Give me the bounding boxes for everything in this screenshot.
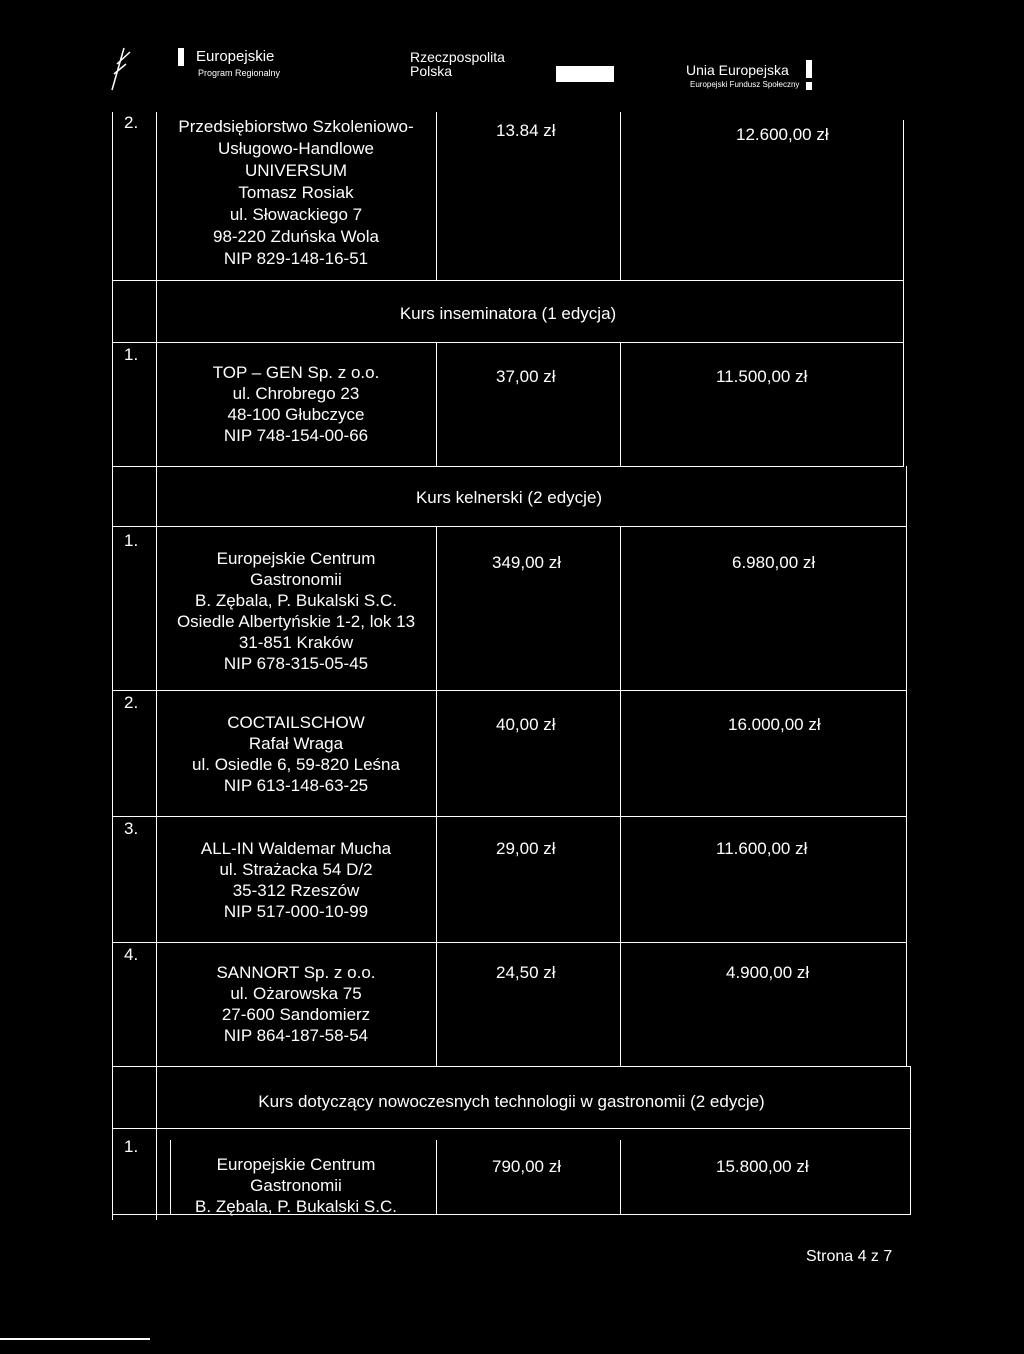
company-line: Usługowo-Handlowe [218,139,374,158]
unit-price: 790,00 zł [492,1157,561,1176]
section-title: Kurs inseminatora (1 edycja) [399,304,617,323]
bar-icon [178,48,184,66]
unit-price: 29,00 zł [496,839,556,858]
section-title: Kurs dotyczący nowoczesnych technologii w gastronomii (2 edycje) [258,1092,765,1111]
company-line: Tomasz Rosiak [238,183,354,202]
logo-efs: Europejski Fundusz Społeczny [690,80,800,89]
company-block [156,1154,436,1217]
company-line: ALL-IN Waldemar Mucha [200,839,392,858]
total-price: 4.900,00 zł [726,963,810,982]
company-line: B. Zębala, P. Bukalski S.C. [195,1197,397,1216]
company-line: 98-220 Zduńska Wola [212,227,379,246]
company-line: Przedsiębiorstwo Szkoleniowo- [178,117,414,136]
company-line: 31-851 Kraków [238,633,354,652]
company-block [156,362,436,446]
row-number: 4. [124,945,139,964]
row-number: 2. [124,113,139,132]
row-number: 1. [124,531,139,550]
unit-price: 13.84 zł [496,121,556,140]
logo-polska: Polska [410,63,453,79]
logo-unia-europejska: Unia Europejska [686,62,789,78]
company-line: ul. Osiedle 6, 59-820 Leśna [192,755,400,774]
company-line: NIP 517-000-10-99 [223,902,369,921]
unit-price: 349,00 zł [492,553,561,572]
company-block [156,838,436,922]
company-line: SANNORT Sp. z o.o. [216,963,376,982]
company-block [156,962,436,1046]
company-line: ul. Ożarowska 75 [230,984,362,1003]
row-number: 3. [124,819,139,838]
total-price: 11.600,00 zł [716,839,808,858]
company-line: NIP 748-154-00-66 [223,426,369,445]
flag-logo-icon [108,44,132,92]
company-line: Europejskie Centrum [216,1155,376,1174]
company-line: UNIVERSUM [244,161,347,180]
company-line: 27-600 Sandomierz [221,1005,371,1024]
company-line: 48-100 Głubczyce [227,405,365,424]
company-line: NIP 678-315-05-45 [223,654,369,673]
footer-rule [0,1338,150,1340]
company-block [156,116,436,270]
company-line: NIP 829-148-16-51 [223,249,369,268]
total-price: 12.600,00 zł [736,125,829,144]
company-line: ul. Słowackiego 7 [229,205,363,224]
row-number: 2. [124,693,139,712]
flag-icon [556,66,614,82]
section-title: Kurs kelnerski (2 edycje) [415,488,603,507]
unit-price: 40,00 zł [496,715,556,734]
company-line: NIP 613-148-63-25 [223,776,369,795]
company-line: Europejskie Centrum [216,549,376,568]
row-number: 1. [124,1137,139,1156]
company-line: 35-312 Rzeszów [232,881,360,900]
company-line: COCTAILSCHOW [227,713,365,732]
unit-price: 24,50 zł [496,963,556,982]
unit-price: 37,00 zł [496,367,556,386]
bar-icon [806,82,812,90]
company-line: Osiedle Albertyńskie 1-2, lok 13 [176,612,416,631]
company-line: TOP – GEN Sp. z o.o. [212,363,380,382]
total-price: 15.800,00 zł [716,1157,809,1176]
logo-rzeczpospolita: Rzeczpospolita [410,49,505,65]
bar-icon [806,60,812,78]
total-price: 16.000,00 zł [728,715,821,734]
company-block [156,548,436,674]
company-line: Gastronomii [250,570,342,589]
page-number: Strona 4 z 7 [806,1248,893,1265]
total-price: 6.980,00 zł [732,553,816,572]
company-line: ul. Chrobrego 23 [232,384,360,403]
company-line: Rafał Wraga [248,734,344,753]
company-line: NIP 864-187-58-54 [223,1026,369,1045]
company-line: B. Zębala, P. Bukalski S.C. [195,591,397,610]
logo-program-regionalny: Program Regionalny [198,68,281,78]
total-price: 11.500,00 zł [716,367,808,386]
company-line: Gastronomii [250,1176,342,1195]
logo-europejskie: Europejskie [196,48,275,65]
company-line: ul. Strażacka 54 D/2 [219,860,373,879]
company-block [156,712,436,796]
row-number: 1. [124,345,139,364]
